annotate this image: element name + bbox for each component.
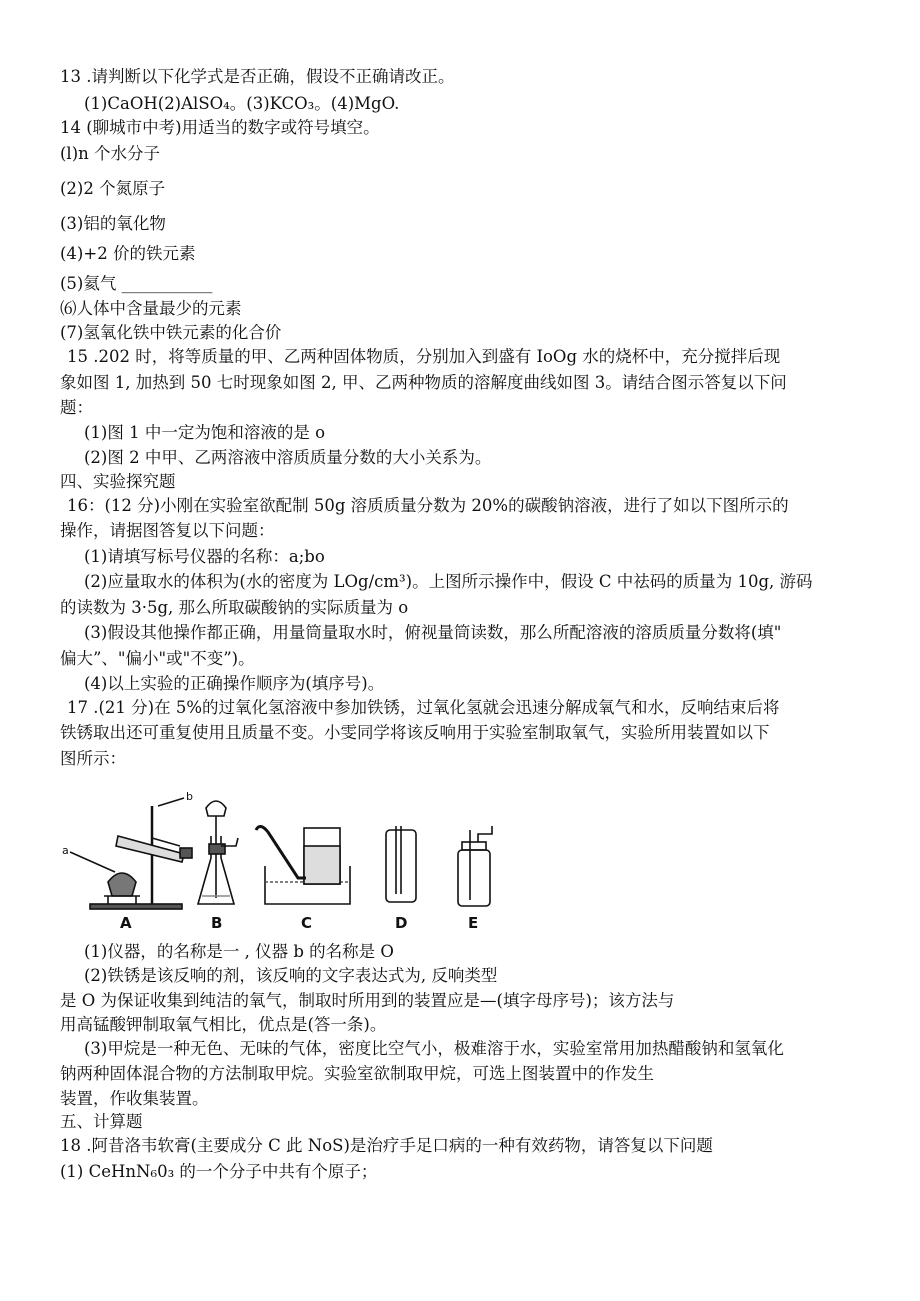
apparatus-D: [386, 826, 416, 902]
q15-sub-1: (1)图 1 中一定为饱和溶液的是 o: [84, 423, 326, 442]
q14-item-6: ⑹人体中含量最少的元素: [60, 299, 242, 318]
q16-sub-2a: (2)应量取水的体积为(水的密度为 LOg/cm³)。上图所示操作中，假设 C 中祛码的质量为 10g, 游码: [84, 572, 813, 591]
q15-line-1: 15 .202 时，将等质量的甲、乙两种固体物质，分别加入到盛有 IoOg 水的烧杯中，充分搅拌后现: [67, 347, 781, 366]
q14-item-5: (5)氦气 ___________: [60, 274, 213, 293]
q17-sub-3b: 钠两种固体混合物的方法制取甲烷。实验室欲制取甲烷，可选上图装置中的作发生: [60, 1064, 654, 1083]
q15-line-3: 题：: [60, 398, 93, 417]
q14-item-1: (l)n 个水分子: [60, 144, 161, 163]
q17-sub-2c: 用高锰酸钾制取氧气相比，优点是(答一条)。: [60, 1015, 387, 1034]
q16-sub-4: (4)以上实验的正确操作顺序为(填序号)。: [84, 674, 385, 693]
q16-line-1: 16：(12 分)小刚在实验室欲配制 50g 溶质质量分数为 20%的碳酸钠溶液，进行了如以下图所示的: [67, 496, 789, 515]
q17-line-2: 铁锈取出还可重复使用且质量不变。小雯同学将该反响用于实验室制取氧气，实验所用装置如以下: [60, 723, 770, 742]
q14-item-4: (4)+2 价的铁元素: [60, 244, 196, 263]
q16-line-2: 操作，请据图答复以下问题：: [60, 521, 275, 540]
q14-item-2: (2)2 个氮原子: [60, 179, 166, 198]
q16-sub-1: (1)请填写标号仪器的名称：a;bo: [84, 547, 325, 566]
q13-title: 13 .请判断以下化学式是否正确，假设不正确请改正。: [60, 67, 455, 86]
figure-label-A: A: [120, 914, 132, 932]
q18-sub-1: (1) CeHnN₆0₃ 的一个分子中共有个原子；: [60, 1162, 378, 1181]
q13-items: (1)CaOH(2)AlSO₄。(3)KCO₃。(4)MgO.: [84, 94, 400, 113]
q16-sub-3b: 偏大”、"偏小"或"不变”)。: [60, 649, 255, 668]
figure-label-E: E: [468, 914, 479, 932]
apparatus-C: [256, 826, 350, 904]
q14-item-3: (3)铝的氧化物: [60, 214, 166, 233]
q16-sub-2b: 的读数为 3·5g, 那么所取碳酸钠的实际质量为 o: [60, 598, 409, 617]
q18-line-1: 18 .阿昔洛韦软膏(主要成分 C 此 NoS)是治疗手足口病的一种有效药物，请答复以下问题: [60, 1136, 713, 1155]
figure-label-C: C: [301, 914, 313, 932]
q16-sub-3a: (3)假设其他操作都正确，用量筒量取水时，俯视量筒读数，那么所配溶液的溶质质量分数将(填": [84, 623, 782, 642]
q15-sub-2: (2)图 2 中甲、乙两溶液中溶质质量分数的大小关系为。: [84, 448, 492, 467]
q17-sub-1: (1)仪器，的名称是一 , 仪器 b 的名称是 O: [84, 942, 394, 961]
section-4-heading: 四、实验探究题: [60, 472, 176, 491]
q17-line-1: 17 .(21 分)在 5%的过氧化氢溶液中参加铁锈，过氧化氢就会迅速分解成氧气和水，反响结束后将: [67, 698, 780, 717]
q17-sub-2a: (2)铁锈是该反响的剂，该反响的文字表达式为, 反响类型: [84, 966, 498, 985]
q17-sub-3c: 装置，作收集装置。: [60, 1089, 209, 1108]
apparatus-E: [458, 826, 492, 906]
apparatus-drawing: [60, 786, 500, 936]
section-5-heading: 五、计算题: [60, 1112, 143, 1131]
q14-title: 14 (聊城市中考)用适当的数字或符号填空。: [60, 118, 380, 137]
figure-label-B: B: [211, 914, 223, 932]
figure-label-a: a: [62, 844, 69, 857]
apparatus-figure: [60, 786, 500, 936]
apparatus-A: [70, 798, 192, 909]
q17-line-3: 图所示：: [60, 749, 126, 768]
q17-sub-2b: 是 O 为保证收集到纯洁的氧气，制取时所用到的装置应是—(填字母序号)；该方法与: [60, 991, 675, 1010]
q14-item-7: (7)氢氧化铁中铁元素的化合价: [60, 323, 282, 342]
figure-label-b: b: [186, 790, 193, 803]
apparatus-B: [198, 801, 238, 904]
q15-line-2: 象如图 1, 加热到 50 七时现象如图 2, 甲、乙两种物质的溶解度曲线如图 3。请结合图示答复以下问: [60, 373, 787, 392]
figure-label-D: D: [395, 914, 408, 932]
q17-sub-3a: (3)甲烷是一种无色、无味的气体，密度比空气小，极难溶于水，实验室常用加热醋酸钠和氢氧化: [84, 1039, 784, 1058]
